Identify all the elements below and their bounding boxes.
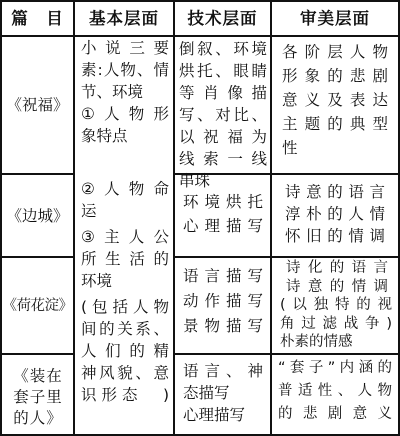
aesthetic-line: 形象的悲剧	[282, 67, 388, 85]
tech-line: 心理描写	[183, 217, 263, 235]
tech-line: 语言、神	[183, 362, 263, 380]
col-divider-1	[73, 0, 75, 436]
aesthetic-line: 普适性、人物	[278, 383, 392, 399]
aesthetic-line: 诗意的情调	[286, 278, 388, 295]
basic-line: ②人物命	[81, 180, 169, 198]
tech-level-cell	[183, 265, 263, 349]
basic-line: 间的关系、	[81, 320, 169, 338]
basic-line: ①人物形	[81, 105, 169, 123]
basic-line: 神风貌、意	[81, 364, 169, 382]
basic-line: 人们的精	[81, 342, 169, 360]
tech-line: 倒叙、环境	[179, 40, 267, 58]
basic-line: 节、环境	[81, 83, 144, 101]
basic-line: 环境	[81, 272, 113, 290]
header-title-col: 篇 目	[11, 8, 64, 28]
tech-level-cell	[183, 191, 263, 251]
aesthetic-level-cell	[282, 40, 388, 170]
tech-line: 等肖像描	[179, 84, 267, 102]
aesthetic-line: 诗意的语言	[285, 183, 385, 201]
aesthetic-line: 淳朴的人情	[285, 205, 385, 223]
header-basic-col: 基本层面	[89, 8, 159, 28]
aesthetic-level-cell	[285, 181, 385, 253]
tech-line: 心理描写	[183, 406, 246, 424]
row-divider-2b	[173, 256, 400, 258]
work-title: 《边城》	[6, 206, 69, 225]
basic-level-cell	[81, 37, 169, 434]
tech-line: 烘托、眼睛	[179, 62, 267, 80]
basic-line: 象特点	[81, 127, 128, 145]
col-divider-3	[270, 0, 272, 436]
aesthetic-line: 各阶层人物	[282, 43, 388, 61]
aesthetic-line: 诗化的语言	[286, 260, 388, 276]
basic-line: 识形态 )	[81, 386, 169, 404]
tech-line: 环境烘托	[183, 193, 263, 211]
tech-level-cell	[183, 360, 263, 432]
col-divider-2	[173, 0, 175, 436]
header-tech-col: 技术层面	[187, 8, 258, 28]
work-title: 《荷花淀》	[2, 297, 73, 314]
aesthetic-line: “套子”内涵的	[278, 360, 392, 376]
tech-line: 态描写	[183, 384, 230, 402]
basic-line: 运	[81, 202, 97, 220]
aesthetic-level-cell	[278, 357, 392, 433]
header-aesthetic-col: 审美层面	[300, 8, 370, 28]
tech-line: 线索一线	[179, 150, 267, 168]
aesthetic-line: 性	[282, 139, 298, 157]
row-divider-3b	[173, 353, 400, 355]
aesthetic-line: 意义及表达	[282, 91, 388, 109]
tech-line: 以祝福为	[179, 128, 267, 146]
tech-line: 写、对比、	[179, 106, 267, 124]
tech-level-cell	[179, 38, 267, 190]
aesthetic-line: (以独特的视	[280, 297, 392, 313]
tech-line: 串珠	[179, 172, 211, 190]
work-title: 《祝福》	[6, 96, 69, 114]
tech-line: 景物描写	[183, 317, 263, 335]
basic-line: 所生活的	[81, 250, 169, 268]
work-title: 《装在套子里的人》	[13, 366, 63, 427]
aesthetic-line: 朴素的情感	[280, 334, 353, 350]
basic-line: 小说三要	[81, 39, 169, 57]
row-divider-3a	[0, 353, 75, 355]
basic-line: (包括人物	[81, 298, 169, 316]
aesthetic-line: 角过滤战争)	[280, 315, 392, 332]
aesthetic-line: 的悲剧意义	[278, 406, 392, 422]
tech-line: 语言描写	[183, 267, 263, 285]
tech-line: 动作描写	[183, 292, 263, 310]
aesthetic-line: 怀旧的情调	[285, 227, 385, 245]
aesthetic-level-cell	[280, 259, 392, 351]
aesthetic-line: 主题的典型	[282, 115, 388, 133]
basic-line: 素:人物、情	[81, 61, 169, 79]
basic-line: ③主人公	[81, 228, 169, 246]
